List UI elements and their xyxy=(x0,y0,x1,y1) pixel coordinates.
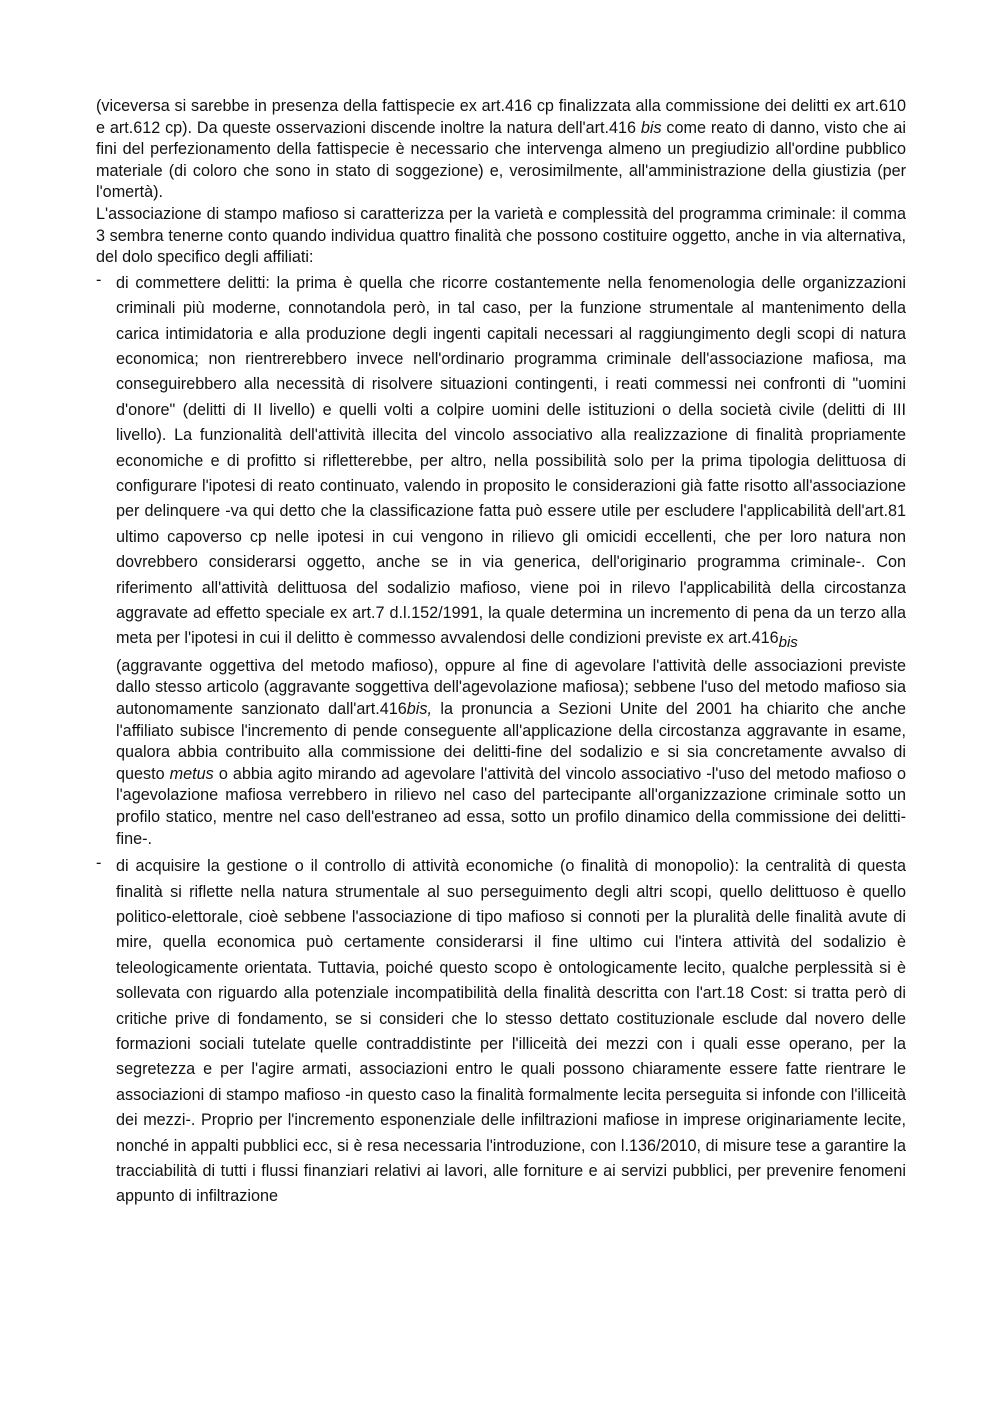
subscript-term: bis xyxy=(778,634,798,652)
text-run: o abbia agito mirando ad agevolare l'attività del vincolo associativo -l'uso del metodo mafioso o l'agevolazione mafiosa verrebbero in rilievo nel caso del partecipante all'organizzazione criminale sotto un profilo statico, mentre nel caso dell'estraneo ad essa, sotto un profilo dinamico della commissione dei delitti-fine-. xyxy=(116,764,906,848)
list-dash: - xyxy=(96,270,102,289)
text-run: di commettere delitti: la prima è quella che ricorre costantemente nella fenomenologia delle organizzazioni criminali più moderne, connotandola però, in tal caso, per la funzione strumentale al mantenimento della carica intimidatoria e alla produzione degli ingenti capitali necessari al raggiungimento degli scopi di natura economica; non rientrerebbero invece nell'ordinario programma criminale dell'associazione mafiosa, ma conseguirebbero alla necessità di risolvere situazioni contingenti, i reati commessi nei confronti di "uomini d'onore" (delitti di II livello) e quelli volti a colpire uomini delle istituzioni o della società civile (delitti di III livello). La funzionalità dell'attività illecita del vincolo associativo alla realizzazione di finalità propriamente economiche e di profitto si rifletterebbe, per altro, nella possibilità solo per la prima tipologia delittuosa di configurare l'ipotesi di reato continuato, valendo in proposito le considerazioni già fatte risotto all'associazione per delinquere -va qui detto che la classificazione fatta può essere utile per escludere l'applicabilità dell'art.81 ultimo capoverso cp nelle ipotesi in cui vengono in rilievo gli omicidi eccellenti, che per loro natura non dovrebbero considerarsi oggetto, anche se in via generica, dell'originario programma criminale-. Con riferimento all'attività delittuosa del sodalizio mafioso, viene poi in rilevo l'applicabilità della circostanza aggravate ad effetto speciale ex art.7 d.l.152/1991, la quale determina un incremento di pena da un terzo alla meta per l'ipotesi in cui il delitto è commesso avvalendosi delle condizioni previste ex art.416 xyxy=(116,273,906,648)
list-item-text: di acquisire la gestione o il controllo di attività economiche (o finalità di monopolio): la centralità di questa finalità si riflette nella natura strumentale al suo perseguimento degli altri scopi, quello delittuoso è quello politico-elettorale, cioè sebbene l'associazione di tipo mafioso si connoti per la pluralità delle finalità avute di mire, quella economica può certamente considerarsi il fine ultimo cui l'intera attività del sodalizio è teleologicamente orientata. Tuttavia, poiché questo scopo è ontologicamente lecito, qualche perplessità si è sollevata con riguardo alla potenziale incompatibilità della finalità descritta con l'art.18 Cost: si tratta però di critiche prive di fondamento, se si consideri che lo stesso dettato costituzionale esclude dal novero delle formazioni sociali tutelate quelle contraddistinte per l'illiceità dei mezzi con i quali esse operano, per la segretezza e per l'agire armati, associazioni entro le quali possono chiaramente essere fatte rientrare le associazioni di stampo mafioso -in questo caso la finalità formalmente lecita perseguita si infonde con l'illiceità dei mezzi-. Proprio per l'incremento esponenziale delle infiltrazioni mafiose in imprese originariamente lecite, nonché in appalti pubblici ecc, si è resa necessaria l'introduzione, con l.136/2010, di misure tese a garantire la tracciabilità di tutti i flussi finanziari relativi ai lavori, alle forniture e ai servizi pubblici, per prevenire fenomeni appunto di infiltrazione xyxy=(116,857,906,1206)
list-dash: - xyxy=(96,854,102,873)
list-item-attivita-economiche xyxy=(96,854,906,1210)
list-item-continuation xyxy=(116,656,906,850)
italic-term: bis, xyxy=(406,700,432,719)
document-page xyxy=(96,96,906,1210)
intro-paragraph-2: L'associazione di stampo mafioso si caratterizza per la varietà e complessità del programma criminale: il comma 3 sembra tenerne conto quando individua quattro finalità che possono costituire oggetto, anche in via alternativa, del dolo specifico degli affiliati: xyxy=(96,204,906,267)
text-run: (aggravante oggettiva del metodo mafioso), oppure al fine di agevolare l'attività delle associazioni previste dallo stesso articolo (aggravante soggettiva dell'agevolazione mafiosa); sebbene l'uso del metodo mafioso sia autonomamente sanzionato dall'art.416 xyxy=(116,656,906,719)
italic-term: bis xyxy=(640,118,662,137)
list-item-text xyxy=(116,271,906,656)
text-run: (viceversa si sarebbe in presenza della fattispecie ex art.416 cp finalizzata alla commissione dei delitti ex art.610 e art.612 cp). Da queste osservazioni discende inoltre la natura dell'art.416 xyxy=(96,97,906,137)
text-run: la pronuncia a Sezioni Unite del 2001 ha chiarito che anche l'affiliato subisce l'incremento di pende conseguente all'applicazione della circostanza aggravante in esame, qualora abbia contribuito alla commissione dei delitti-fine del sodalizio e si sia concretamente avvalso di questo xyxy=(116,700,906,783)
intro-paragraph-1 xyxy=(96,96,906,204)
list-item-commettere-delitti xyxy=(96,271,906,850)
text-run: come reato di danno, visto che ai fini del perfezionamento della fattispecie è necessario che intervenga almeno un pregiudizio all'ordine pubblico materiale (di coloro che sono in stato di soggezione) e, verosimilmente, all'amministrazione della giustizia (per l'omertà). xyxy=(96,118,906,202)
italic-term: metus xyxy=(169,764,214,783)
